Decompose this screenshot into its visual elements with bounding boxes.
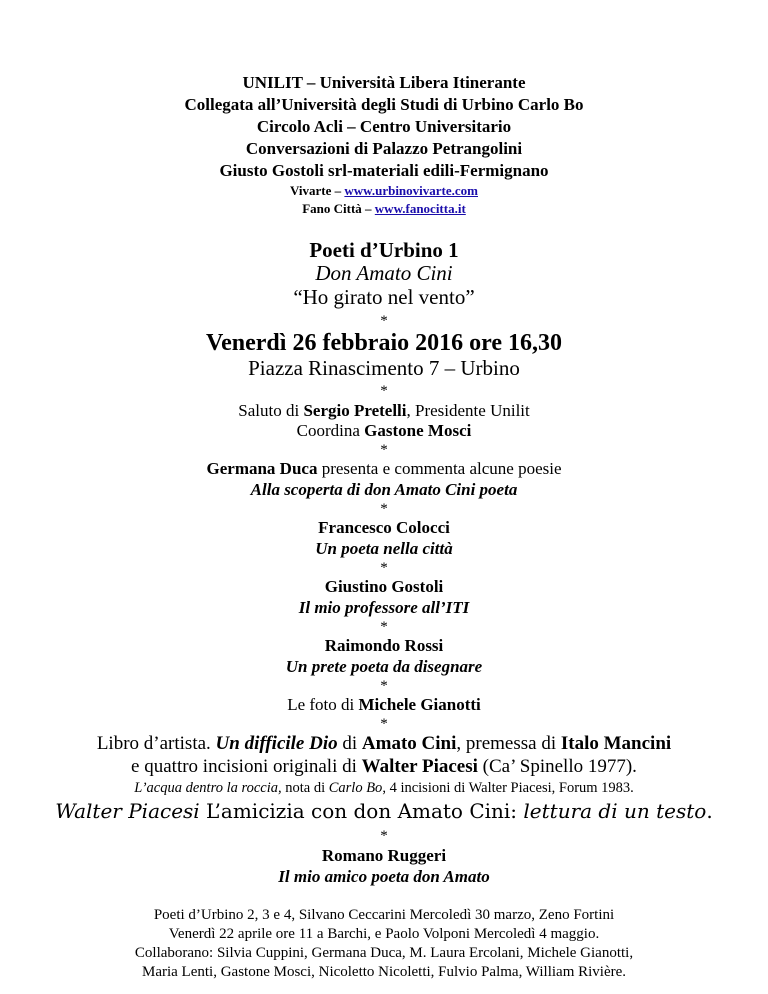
- book-line-4: [0, 800, 768, 823]
- book-title: Un difficile Dio: [215, 733, 338, 754]
- book-line-3: [0, 780, 768, 797]
- footer-line: Poeti d’Urbino 2, 3 e 4, Silvano Ceccarini Mercoledì 30 marzo, Zeno Fortini: [153, 907, 615, 923]
- talk-speaker: Germana Duca: [206, 459, 318, 478]
- coordinator-pre: Coordina: [296, 421, 365, 440]
- header-line-sponsor: Giusto Gostoli srl-materiali edili-Fermignano: [219, 161, 549, 180]
- header-line-unilit: UNILIT – Università Libera Itinerante: [242, 73, 526, 92]
- book-line-2: [0, 756, 768, 778]
- talk-title: Il mio professore all’ITI: [298, 598, 470, 617]
- greeting-name: Sergio Pretelli: [303, 401, 407, 420]
- event-quote: “Ho girato nel vento”: [293, 285, 475, 309]
- header-line-conversazioni: Conversazioni di Palazzo Petrangolini: [245, 139, 523, 158]
- coordinator-line: [0, 421, 768, 441]
- separator: *: [380, 619, 388, 635]
- book-l3-mid: nota di: [281, 780, 329, 796]
- final-title: Il mio amico poeta don Amato: [278, 867, 490, 886]
- poet-name: Don Amato Cini: [315, 261, 453, 285]
- greeting-pre: Saluto di: [238, 401, 304, 420]
- separator: *: [380, 501, 388, 517]
- greeting-post: , Presidente Unilit: [406, 401, 530, 420]
- book-l3-author: Carlo Bo: [328, 780, 383, 796]
- series-title: Poeti d’Urbino 1: [309, 238, 459, 262]
- greeting-line: [0, 401, 768, 421]
- event-place: Piazza Rinascimento 7 – Urbino: [248, 356, 520, 380]
- book-di: di: [337, 733, 362, 754]
- fano-link[interactable]: www.fanocitta.it: [374, 201, 466, 216]
- photos-name: Michele Gianotti: [358, 695, 481, 714]
- talk-speaker-line: [0, 459, 768, 479]
- header-line-circolo: Circolo Acli – Centro Universitario: [256, 117, 512, 136]
- talk-title: Un prete poeta da disegnare: [285, 657, 483, 676]
- separator: *: [380, 442, 388, 458]
- talk-title: Un poeta nella città: [315, 539, 453, 558]
- separator: *: [380, 716, 388, 732]
- footer-line: Maria Lenti, Gastone Mosci, Nicoletto Nicoletti, Fulvio Palma, William Rivière.: [141, 964, 627, 980]
- book-author: Amato Cini: [361, 733, 457, 754]
- header-line-university: Collegata all’Università degli Studi di Urbino Carlo Bo: [184, 95, 584, 114]
- vivarte-link[interactable]: www.urbinovivarte.com: [344, 183, 478, 198]
- book-l4-italic: lettura di un testo: [523, 799, 707, 823]
- book-l3-post: , 4 incisioni di Walter Piacesi, Forum 1983.: [382, 780, 634, 796]
- book-l4-name: Walter Piacesi: [55, 799, 200, 823]
- book-l2-post: (Ca’ Spinello 1977).: [477, 756, 637, 777]
- book-l3-title: L’acqua dentro la roccia,: [134, 780, 282, 796]
- vivarte-label: Vivarte –: [290, 183, 345, 198]
- coordinator-name: Gastone Mosci: [364, 421, 472, 440]
- book-l4-end: .: [706, 799, 713, 823]
- separator: *: [380, 828, 388, 844]
- fano-line: [0, 202, 768, 217]
- book-line-1: [0, 733, 768, 755]
- footer-line: Collaborano: Silvia Cuppini, Germana Duca, M. Laura Ercolani, Michele Gianotti,: [134, 945, 634, 961]
- separator: *: [380, 678, 388, 694]
- book-l2-pre: e quattro incisioni originali di: [131, 756, 362, 777]
- talk-speaker: Raimondo Rossi: [324, 636, 444, 655]
- book-mid: , premessa di: [456, 733, 561, 754]
- book-premessa-author: Italo Mancini: [560, 733, 672, 754]
- photos-pre: Le foto di: [287, 695, 359, 714]
- vivarte-line: [0, 184, 768, 199]
- book-artist: Walter Piacesi: [361, 756, 478, 777]
- talk-speaker-suffix: presenta e commenta alcune poesie: [317, 459, 562, 478]
- book-l4-mid: L’amicizia con don Amato Cini:: [199, 799, 524, 823]
- photos-line: [0, 695, 768, 715]
- talk-title: Alla scoperta di don Amato Cini poeta: [250, 480, 518, 499]
- footer-line: Venerdì 22 aprile ore 11 a Barchi, e Paolo Volponi Mercoledì 4 maggio.: [168, 926, 600, 942]
- separator: *: [380, 560, 388, 576]
- book-pre: Libro d’artista.: [96, 733, 216, 754]
- event-date: Venerdì 26 febbraio 2016 ore 16,30: [206, 330, 562, 356]
- fano-label: Fano Città –: [302, 201, 375, 216]
- talk-speaker: Giustino Gostoli: [324, 577, 444, 596]
- final-speaker: Romano Ruggeri: [321, 846, 447, 865]
- talk-speaker: Francesco Colocci: [318, 518, 450, 537]
- separator: *: [380, 383, 388, 399]
- separator: *: [380, 313, 388, 329]
